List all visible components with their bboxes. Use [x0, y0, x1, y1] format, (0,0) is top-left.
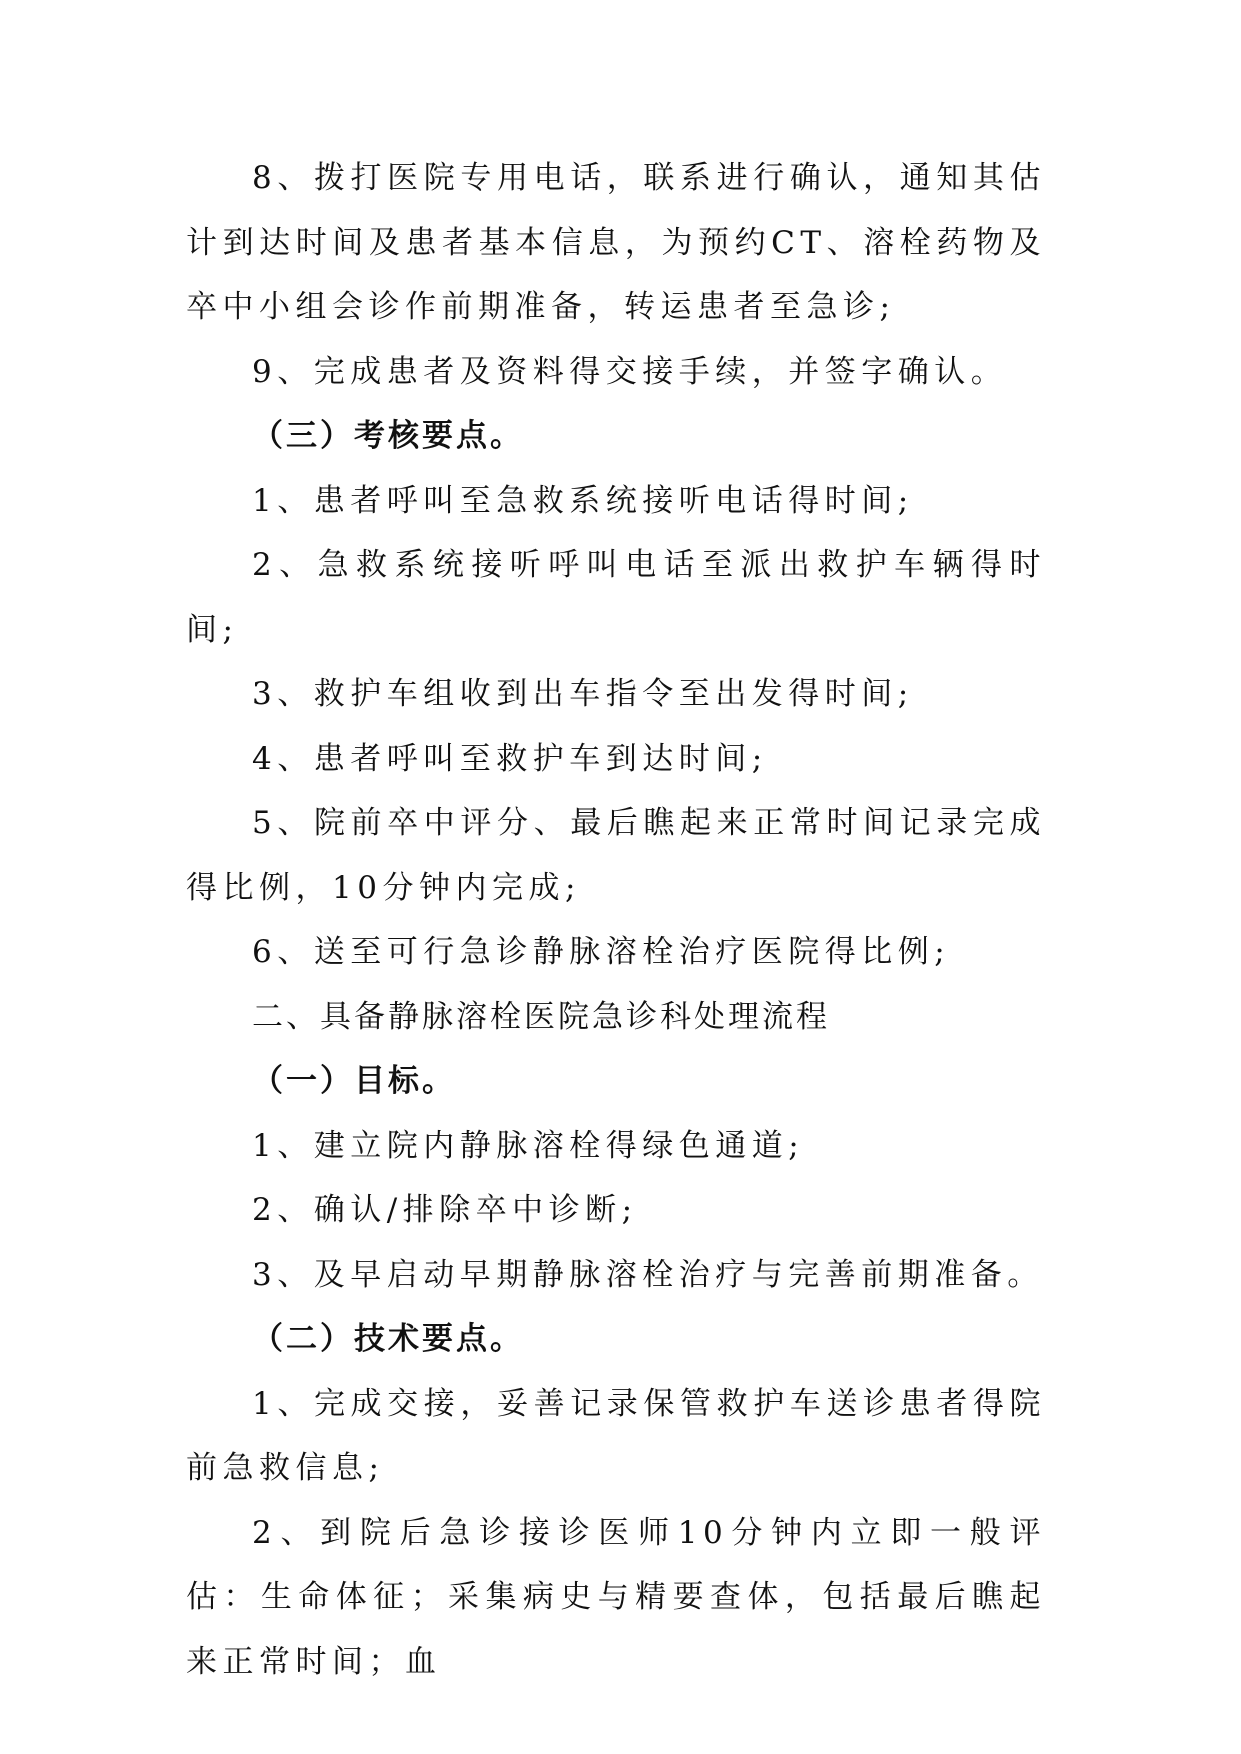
- section-heading-emergency-process: 二、具备静脉溶栓医院急诊科处理流程: [252, 998, 830, 1035]
- paragraph-assessment-2: 2、急救系统接听呼叫电话至派出救护车辆得时间;: [186, 547, 1046, 648]
- paragraph-assessment-5: 5、院前卒中评分、最后瞧起来正常时间记录完成得比例，10分钟内完成;: [186, 805, 1046, 906]
- paragraph-goal-3: 3、及早启动早期静脉溶栓治疗与完善前期准备。: [252, 1256, 1044, 1293]
- paragraph-step-8: 8、拨打医院专用电话，联系进行确认，通知其估计到达时间及患者基本信息，为预约CT、溶栓药物及卒中小组会诊作前期准备，转运患者至急诊;: [186, 160, 1046, 325]
- document-body: [186, 146, 1046, 1694]
- subheading-goals: （一）目标。: [252, 1063, 456, 1099]
- paragraph-assessment-6: 6、送至可行急诊静脉溶栓治疗医院得比例;: [252, 934, 951, 970]
- subheading-assessment-points: （三）考核要点。: [252, 418, 524, 454]
- paragraph-goal-1: 1、建立院内静脉溶栓得绿色通道;: [252, 1127, 805, 1164]
- paragraph-technical-1: 1、完成交接，妥善记录保管救护车送诊患者得院前急救信息;: [186, 1385, 1046, 1486]
- paragraph-assessment-3: 3、救护车组收到出车指令至出发得时间;: [252, 676, 914, 712]
- paragraph-assessment-1: 1、患者呼叫至急救系统接听电话得时间;: [252, 482, 914, 519]
- paragraph-assessment-4: 4、患者呼叫至救护车到达时间;: [252, 740, 768, 777]
- subheading-technical-points: （二）技术要点。: [252, 1321, 524, 1357]
- paragraph-step-9: 9、完成患者及资料得交接手续，并签字确认。: [252, 353, 1008, 390]
- paragraph-goal-2: 2、确认/排除卒中诊断;: [252, 1192, 638, 1228]
- paragraph-technical-2: 2、到院后急诊接诊医师10分钟内立即一般评估：生命体征；采集病史与精要查体，包括最后瞧起来正常时间；血: [186, 1514, 1046, 1680]
